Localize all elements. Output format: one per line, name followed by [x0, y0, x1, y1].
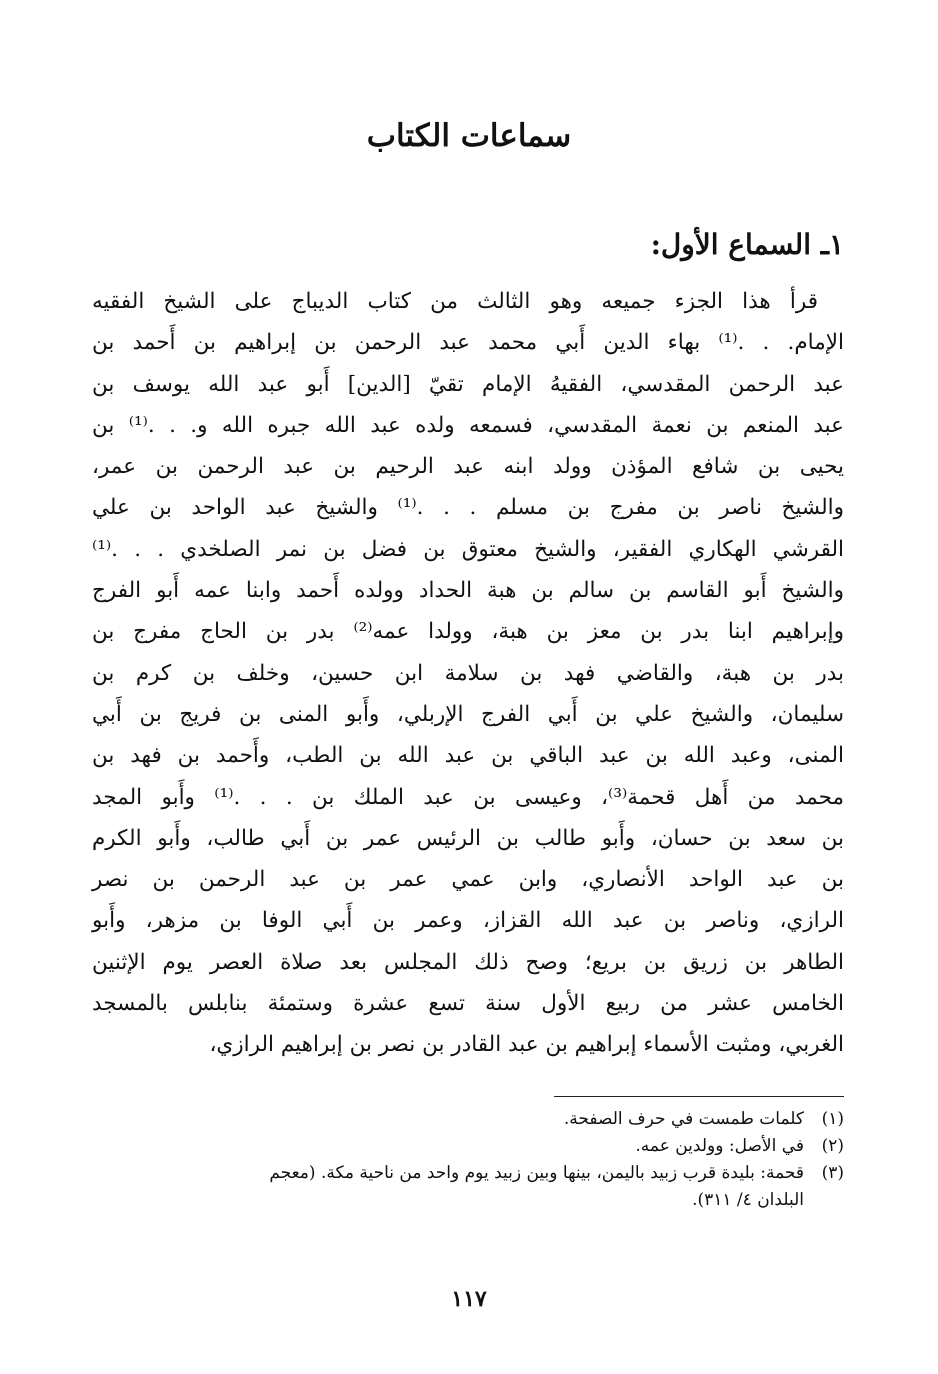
- footnote-text: في الأصل: وولدين عمه.: [635, 1136, 804, 1156]
- body-line: الغربي، ومثبت الأسماء إبراهيم بن عبد القادر بن نصر بن إبراهيم الرازي،: [209, 1032, 844, 1058]
- body-line: الرازي، وناصر بن عبد الله القزاز، وعمر بن أَبي الوفا بن مزهر، وأَبو: [92, 908, 844, 934]
- footnote-divider: [554, 1096, 844, 1097]
- body-line: يحيى بن شافع المؤذن وولد ابنه عبد الرحيم بن عبد الرحمن بن عمر،: [92, 454, 844, 480]
- body-line: الإمام. . .⁽¹⁾ بهاء الدين أَبي محمد عبد الرحمن بن إبراهيم بن أَحمد بن: [92, 330, 844, 356]
- footnote: [92, 1106, 844, 1133]
- body-line: الطاهر بن زريق بن بريع؛ وصح ذلك المجلس بعد صلاة العصر يوم الإثنين: [92, 949, 844, 975]
- section-heading: ١ـ السماع الأول:: [650, 228, 844, 261]
- page-number: ١١٧: [451, 1286, 487, 1312]
- body-line: بدر بن هبة، والقاضي فهد بن سلامة ابن حسين، وخلف بن كرم بن: [92, 660, 844, 686]
- footnote-text: كلمات طمست في حرف الصفحة.: [563, 1109, 804, 1129]
- body-line: وإبراهيم ابنا بدر بن معز بن هبة، وولدا عمه⁽²⁾ بدر بن الحاج مفرج بن: [92, 619, 844, 645]
- page-title: سماعات الكتاب: [366, 118, 572, 154]
- body-line: القرشي الهكاري الفقير، والشيخ معتوق بن فضل بن نمر الصلخدي . . .⁽¹⁾: [92, 536, 844, 562]
- footnote-number: (٣): [821, 1163, 844, 1183]
- body-line: عبد الرحمن المقدسي، الفقيهُ الإمام تقيّ [الدين] أَبو عبد الله يوسف بن: [92, 371, 844, 397]
- body-line: بن عبد الواحد الأنصاري، وابن عمي عمر بن عبد الرحمن بن نصر: [92, 867, 844, 893]
- body-line: سليمان، والشيخ علي بن أَبي الفرج الإربلي، وأَبو المنى بن فريج بن أَبي: [92, 701, 844, 727]
- body-line: الخامس عشر من ربيع الأول سنة تسع عشرة وستمئة بنابلس بالمسجد: [92, 991, 844, 1017]
- footnote: [92, 1133, 844, 1160]
- body-text: [92, 281, 844, 1066]
- footnote-number: (٢): [821, 1136, 844, 1156]
- footnotes: [92, 1106, 844, 1214]
- footnote-text-block: [92, 1160, 804, 1214]
- body-line: محمد من أَهل قحمة⁽³⁾، وعيسى بن عبد الملك بن . . .⁽¹⁾ وأَبو المجد: [92, 784, 844, 810]
- footnote-text: قحمة: بليدة قرب زبيد باليمن، بينها وبين زبيد يوم واحد من ناحية مكة. (معجم: [269, 1163, 804, 1183]
- body-line: المنى، وعبد الله بن عبد الباقي بن عبد الله بن الطب، وأَحمد بن فهد بن: [92, 743, 844, 769]
- footnote-text-continued: البلدان ٤/ ٣١١).: [692, 1190, 804, 1210]
- body-line: والشيخ أَبو القاسم بن سالم بن هبة الحداد وولده أَحمد وابنا عمه أَبو الفرج: [92, 578, 844, 604]
- footnote: [92, 1160, 844, 1214]
- body-line: عبد المنعم بن نعمة المقدسي، فسمعه ولده عبد الله جبره الله و. . .⁽¹⁾ بن: [92, 412, 844, 438]
- body-line: بن سعد بن حسان، وأَبو طالب بن الرئيس عمر بن أَبي طالب، وأَبو الكرم: [92, 825, 844, 851]
- footnote-number: (١): [821, 1109, 844, 1129]
- body-line: والشيخ ناصر بن مفرج بن مسلم . . .⁽¹⁾ والشيخ عبد الواحد بن علي: [92, 495, 844, 521]
- body-line: قرأ هذا الجزء جميعه وهو الثالث من كتاب الديباج على الشيخ الفقيه: [92, 289, 818, 314]
